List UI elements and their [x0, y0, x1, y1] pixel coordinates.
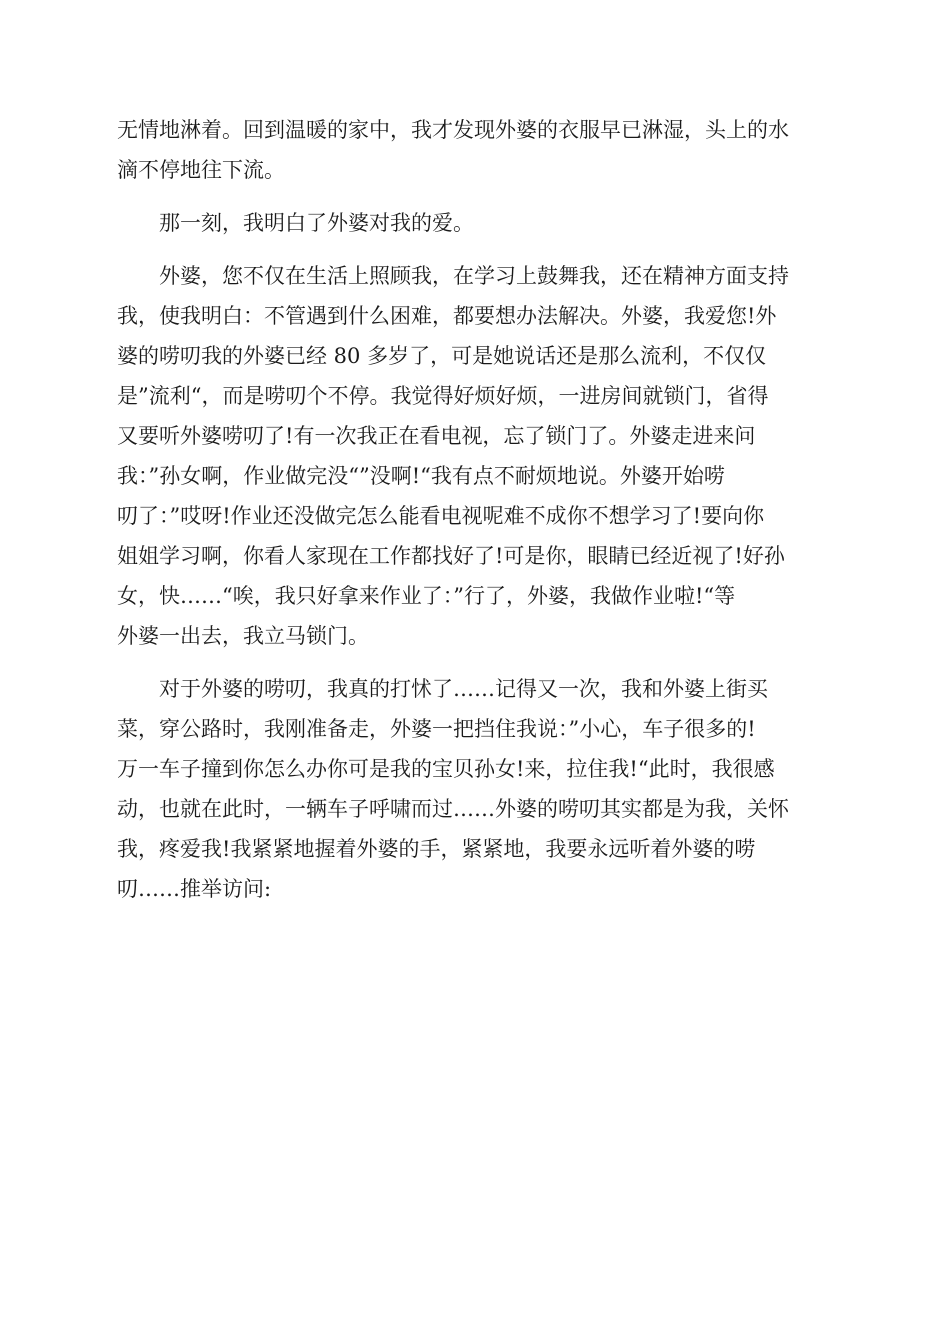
- text-line: 我，使我明白：不管遇到什么困难，都要想办法解决。外婆，我爱您!外: [117, 304, 777, 328]
- text-line: 外婆一出去，我立马锁门。: [117, 624, 369, 648]
- text-line: 滴不停地往下流。: [117, 158, 285, 182]
- text-line: 我：”孙女啊，作业做完没“”没啊!“我有点不耐烦地说。外婆开始唠: [117, 464, 725, 488]
- text-line: 外婆，您不仅在生活上照顾我，在学习上鼓舞我，还在精神方面支持: [159, 264, 789, 288]
- text-line: 那一刻，我明白了外婆对我的爱。: [159, 211, 474, 235]
- text-line: 万一车子撞到你怎么办你可是我的宝贝孙女!来，拉住我!“此时，我很感: [117, 757, 775, 781]
- text-line: 对于外婆的唠叨，我真的打怵了……记得又一次，我和外婆上街买: [159, 677, 768, 701]
- paragraph-rain-home: [117, 110, 833, 190]
- text-line: 女，快……“唉，我只好拿来作业了：”行了，外婆，我做作业啦!“等: [117, 584, 736, 608]
- document-body: [117, 110, 833, 909]
- text-line: 是”流利“，而是唠叨个不停。我觉得好烦好烦，一进房间就锁门，省得: [117, 384, 769, 408]
- text-line: 又要听外婆唠叨了!有一次我正在看电视，忘了锁门了。外婆走进来问: [117, 424, 756, 448]
- text-line: 动，也就在此时，一辆车子呼啸而过……外婆的唠叨其实都是为我，关怀: [117, 797, 789, 821]
- text-line: 婆的唠叨我的外婆已经 80 多岁了，可是她说话还是那么流利，不仅仅: [117, 344, 767, 368]
- text-line: 姐姐学习啊，你看人家现在工作都找好了!可是你，眼睛已经近视了!好孙: [117, 544, 785, 568]
- paragraph-crossing-road: [117, 669, 833, 909]
- text-line: 无情地淋着。回到温暖的家中，我才发现外婆的衣服早已淋湿，头上的水: [117, 118, 789, 142]
- text-line: 叨……推举访问:: [117, 877, 272, 901]
- text-line: 菜，穿公路时，我刚准备走，外婆一把挡住我说：”小心，车子很多的!: [117, 717, 756, 741]
- paragraph-grandma-nagging: [117, 256, 833, 656]
- paragraph-realization: [117, 203, 833, 243]
- text-line: 叨了：”哎呀!作业还没做完怎么能看电视呢难不成你不想学习了!要向你: [117, 504, 765, 528]
- text-line: 我，疼爱我!我紧紧地握着外婆的手，紧紧地，我要永远听着外婆的唠: [117, 837, 756, 861]
